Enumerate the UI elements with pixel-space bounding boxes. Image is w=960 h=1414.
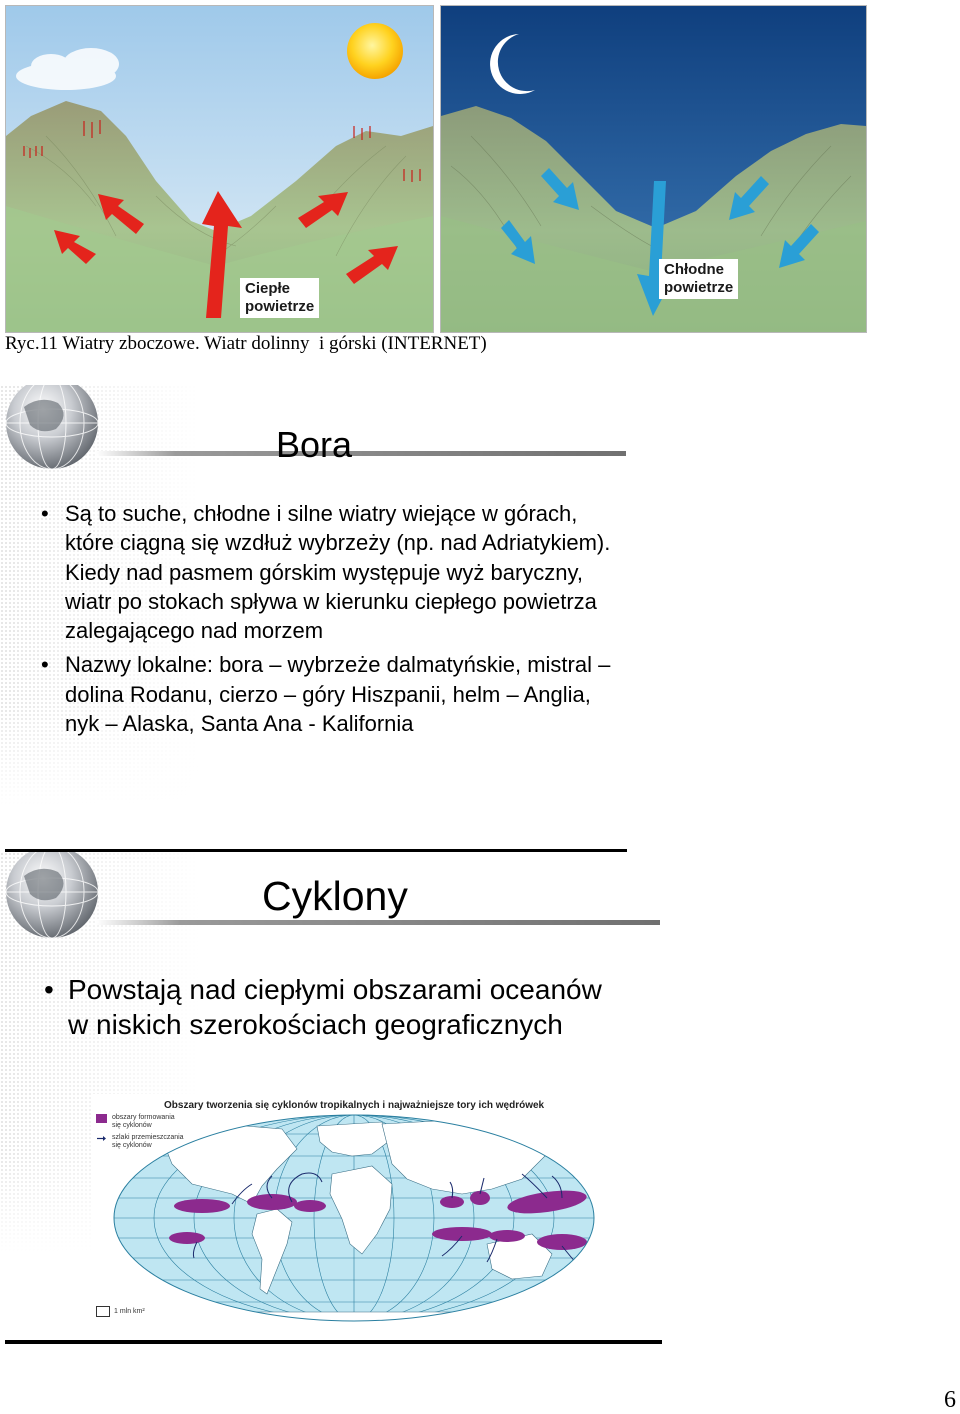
cyclone-map bbox=[92, 1094, 597, 1322]
formation-area-south-pacific-east bbox=[169, 1232, 205, 1244]
valley-wind-night-illustration bbox=[440, 5, 867, 333]
formation-area-south-pacific bbox=[537, 1234, 587, 1250]
title-underline bbox=[96, 920, 660, 925]
title-underline bbox=[96, 451, 626, 456]
valley-wind-day-illustration bbox=[5, 5, 434, 333]
formation-area-east-pacific bbox=[174, 1199, 230, 1213]
map-title: Obszary tworzenia się cyklonów tropikalnych i najważniejsze tory ich wędrówek bbox=[164, 1100, 545, 1111]
warm-air-label: Ciepłe powietrze bbox=[240, 278, 319, 318]
legend-label: szlaki przemieszczania się cyklonów bbox=[112, 1134, 184, 1149]
formation-area-caribbean bbox=[294, 1200, 326, 1212]
slide-title-cyklony: Cyklony bbox=[262, 873, 408, 919]
legend-label: obszary formowania się cyklonów bbox=[112, 1114, 175, 1129]
formation-area-south-indian bbox=[432, 1227, 492, 1241]
slide-border-bottom bbox=[5, 1340, 662, 1344]
bora-bullet-list bbox=[65, 499, 625, 743]
valley-night-scene bbox=[441, 6, 866, 332]
scale-box bbox=[96, 1306, 110, 1317]
map-scale bbox=[96, 1306, 145, 1317]
bullet-item: • Powstają nad ciepłymi obszarami oceanów w niskich szerokościach geograficznych bbox=[68, 972, 608, 1042]
bullet-item: • Są to suche, chłodne i silne wiatry wiejące w górach, które ciągną się wzdłuż wybrzeży (np. nad Adriatykiem). Kiedy nad pasmem górskim występuje wyż baryczny, wiatr po stokach spływa w kierunku ciepłego powietrza zalegającego nad morzem bbox=[65, 499, 625, 645]
sun-icon bbox=[347, 23, 403, 79]
bullet-item: • Nazwy lokalne: bora – wybrzeże dalmatyńskie, mistral – dolina Rodanu, cierzo – góry Hiszpanii, helm – Anglia, nyk – Alaska, Santa Ana - Kalifornia bbox=[65, 650, 625, 738]
figure-caption: Ryc.11 Wiatry zboczowe. Wiatr dolinny i górski (INTERNET) bbox=[5, 333, 487, 354]
page-number: 6 bbox=[944, 1387, 956, 1413]
world-map bbox=[92, 1094, 597, 1322]
valley-day-scene bbox=[6, 6, 433, 332]
cold-air-label: Chłodne powietrze bbox=[659, 259, 738, 299]
cyclone-bullet-list bbox=[68, 972, 608, 1042]
scale-label: 1 mln km² bbox=[114, 1307, 145, 1315]
slide-title-bora: Bora bbox=[276, 424, 353, 465]
formation-area-south-indian-east bbox=[489, 1230, 525, 1242]
